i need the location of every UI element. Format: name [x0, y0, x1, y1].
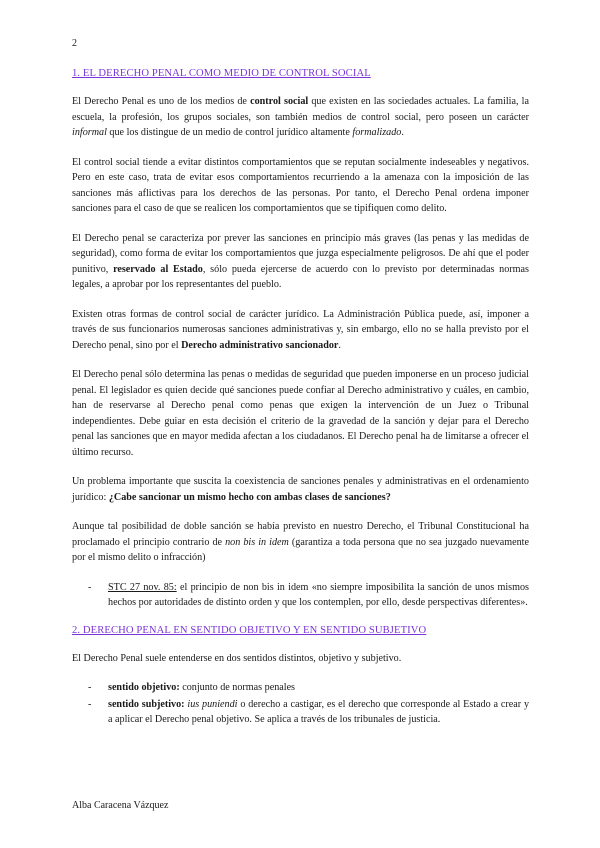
list-item: - STC 27 nov. 85: el principio de non bis in idem «no siempre imposibilita la sanción de unos mismos hechos por autoridades de distinto orden y que los contemplen, por ello, desde perspectivas diferentes».	[88, 581, 529, 608]
page-content	[72, 68, 529, 742]
section-1-heading: 1. EL DERECHO PENAL COMO MEDIO DE CONTROL SOCIAL	[72, 68, 371, 79]
page-number: 2	[72, 38, 77, 49]
list-item: - sentido objetivo: conjunto de normas penales	[72, 680, 529, 696]
paragraph-dos-sentidos: El Derecho Penal suele entenderse en dos sentidos distintos, objetivo y subjetivo.	[72, 652, 402, 664]
bullet-dash: -	[88, 682, 92, 693]
paragraph-sanciones-graves: El Derecho penal se caracteriza por prever las sanciones en principio más graves (las penas y las medidas de seguridad), como forma de evitar los comportamientos que juzga especialmente peligrosos. De ahí que el poder punitivo, reservado al Estado, sólo pueda ejercerse de acuerdo con lo previsto por determinadas normas legales, a aprobar por los representantes del pueblo.	[72, 232, 529, 290]
paragraph-otras-formas: Existen otras formas de control social de carácter jurídico. La Administración Pública puede, así, imponer a través de sus funcionarios numerosas sanciones administrativas y, sin embargo, ello no se halla previsto por el Derecho penal, sino por el Derecho administrativo sancionador.	[72, 308, 529, 351]
bullet-list-stc	[72, 580, 529, 611]
section-2-heading: 2. DERECHO PENAL EN SENTIDO OBJETIVO Y EN SENTIDO SUBJETIVO	[72, 624, 427, 636]
paragraph-non-bis-in-idem: Aunque tal posibilidad de doble sanción se había previsto en nuestro Derecho, el Tribunal Constitucional ha proclamado el principio contrario de non bis in idem (garantiza a toda persona que no sea juzgado nuevamente por el mismo delito o infracción)	[72, 521, 529, 563]
bullet-list-sentidos	[72, 680, 529, 728]
paragraph-penas-medidas: El Derecho penal sólo determina las penas o medidas de seguridad que pueden imponerse en un proceso judicial penal. El legislador es quien decide qué sanciones puede confiar al Derecho administrativo y cuáles, en cambio, han de reservarse al Derecho penal como penas que exigen la intervención de un Juez o Tribunal independientes. Debe guiar en esta decisión el criterio de la gravedad de la sanción y dejar para el Derecho penal las sanciones que en mayor medida afectan a los ciudadanos. El Derecho penal ha de limitarse a ofrecer el último recurso.	[72, 369, 529, 458]
bullet-dash: -	[88, 581, 92, 593]
list-item: - sentido subjetivo: ius puniendi o derecho a castigar, es el derecho que corresponde al Estado a crear y a aplicar el Derecho penal objetivo. Se aplica a través de los tribunales de justicia.	[88, 698, 530, 725]
bullet-dash: -	[88, 698, 92, 710]
paragraph-coexistencia: Un problema importante que suscita la coexistencia de sanciones penales y administrativas en el ordenamiento jurídico: ¿Cabe sancionar un mismo hecho con ambas clases de sanciones?	[72, 476, 529, 503]
stc-reference: STC 27 nov. 85:	[108, 581, 177, 593]
paragraph-evitar-comportamientos: El control social tiende a evitar distintos comportamientos que se reputan socialmente indeseables y negativos. Pero en este caso, trata de evitar esos comportamientos recurriendo a la amenaza con la imposición de las sanciones más aflictivas para los derechos de las personas. Por tanto, el Derecho Penal ordena imponer sanciones para el caso de que se realicen los comportamientos que se tipifiquen como delito.	[72, 156, 529, 214]
paragraph-control-social: El Derecho Penal es uno de los medios de control social que existen en las sociedades actuales. La familia, la escuela, la profesión, los grupos sociales, son también medios de control social, pero poseen un carácter informal que los distingue de un medio de control jurídico altamente formalizado.	[72, 96, 529, 138]
page-footer-author: Alba Caracena Vázquez	[72, 800, 169, 811]
